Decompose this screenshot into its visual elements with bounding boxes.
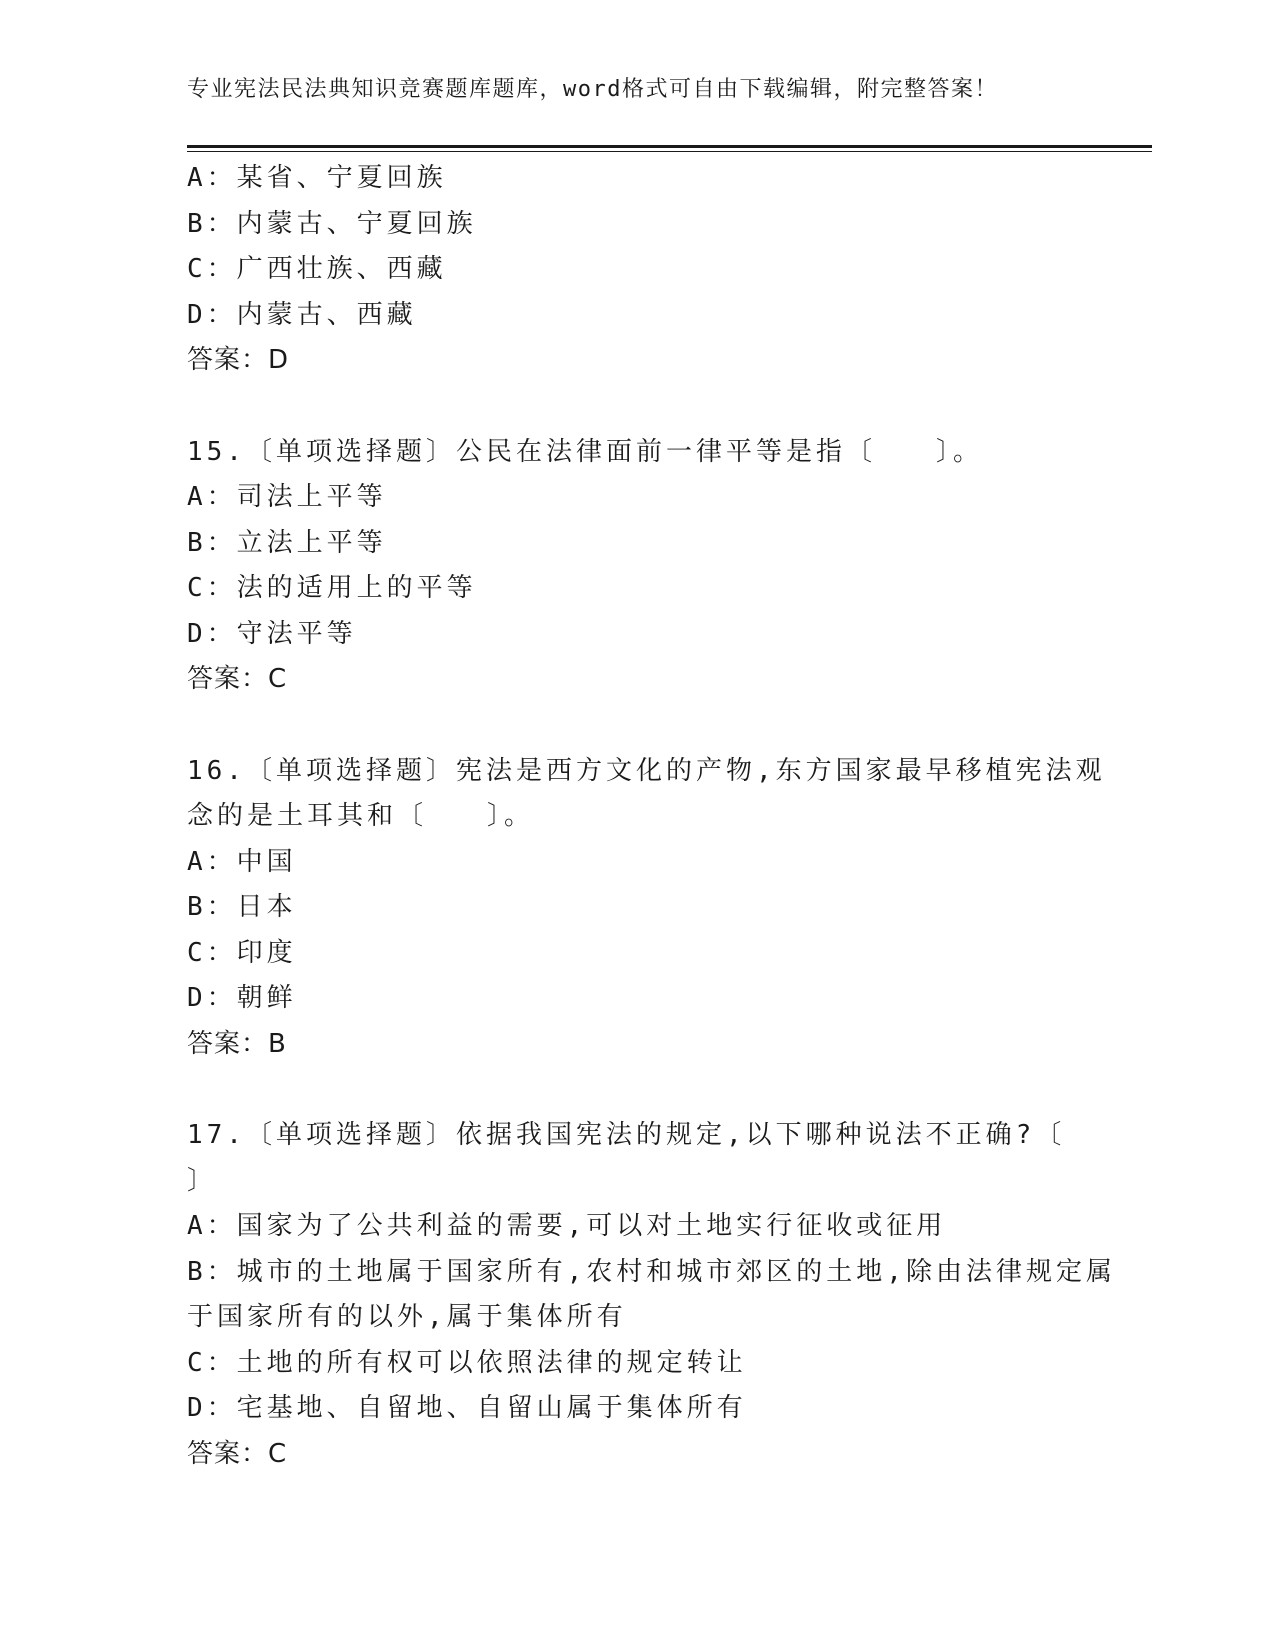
option-d: D：宅基地、自留地、自留山属于集体所有: [187, 1393, 747, 1423]
option-b: B：立法上平等: [187, 527, 387, 558]
option-c: C：土地的所有权可以依照法律的规定转让: [187, 1347, 747, 1378]
question-17: [187, 1113, 1127, 1477]
question-stem: 15.〔单项选择题〕公民在法律面前一律平等是指〔 〕。: [187, 436, 983, 467]
question-16: [187, 749, 1127, 1068]
option-c: C：广西壮族、西藏: [187, 254, 447, 284]
option-c: C：印度: [187, 937, 297, 968]
option-d: D：内蒙古、西藏: [187, 299, 417, 330]
option-d: D：守法平等: [187, 618, 357, 649]
answer: 答案：B: [187, 1028, 287, 1059]
question-list: [187, 156, 1127, 1477]
header-rule-thin: [187, 151, 1152, 152]
question-stem-continued: 念的是土耳其和〔 〕。: [187, 801, 535, 831]
spacer: [187, 384, 1127, 430]
option-a: A：司法上平等: [187, 482, 387, 512]
answer: 答案：C: [187, 1438, 288, 1469]
spacer: [187, 1067, 1127, 1113]
page-header: 专业宪法民法典知识竞赛题库题库，word格式可自由下载编辑，附完整答案！: [187, 77, 998, 102]
header-rule-thick: [187, 145, 1152, 148]
answer: 答案：C: [187, 664, 288, 694]
spacer: [187, 703, 1127, 749]
option-b: B：日本: [187, 892, 297, 922]
option-d: D：朝鲜: [187, 983, 297, 1013]
option-a: A：国家为了公共利益的需要,可以对土地实行征收或征用: [187, 1211, 947, 1241]
option-b: B：内蒙古、宁夏回族: [187, 208, 477, 239]
answer: 答案：D: [187, 345, 290, 375]
question-stem: 17.〔单项选择题〕依据我国宪法的规定,以下哪种说法不正确?〔: [187, 1120, 1066, 1150]
option-b: B：城市的土地属于国家所有,农村和城市郊区的土地,除由法律规定属: [187, 1256, 1116, 1287]
question-stem-continued: 〕: [187, 1165, 218, 1196]
question-15: [187, 430, 1127, 703]
option-c: C：法的适用上的平等: [187, 573, 477, 603]
option-b-continued: 于国家所有的以外,属于集体所有: [187, 1302, 627, 1332]
question-14: [187, 156, 1127, 384]
option-a: A：某省、宁夏回族: [187, 163, 447, 193]
option-a: A：中国: [187, 846, 297, 877]
question-stem: 16.〔单项选择题〕宪法是西方文化的产物,东方国家最早移植宪法观: [187, 755, 1106, 786]
